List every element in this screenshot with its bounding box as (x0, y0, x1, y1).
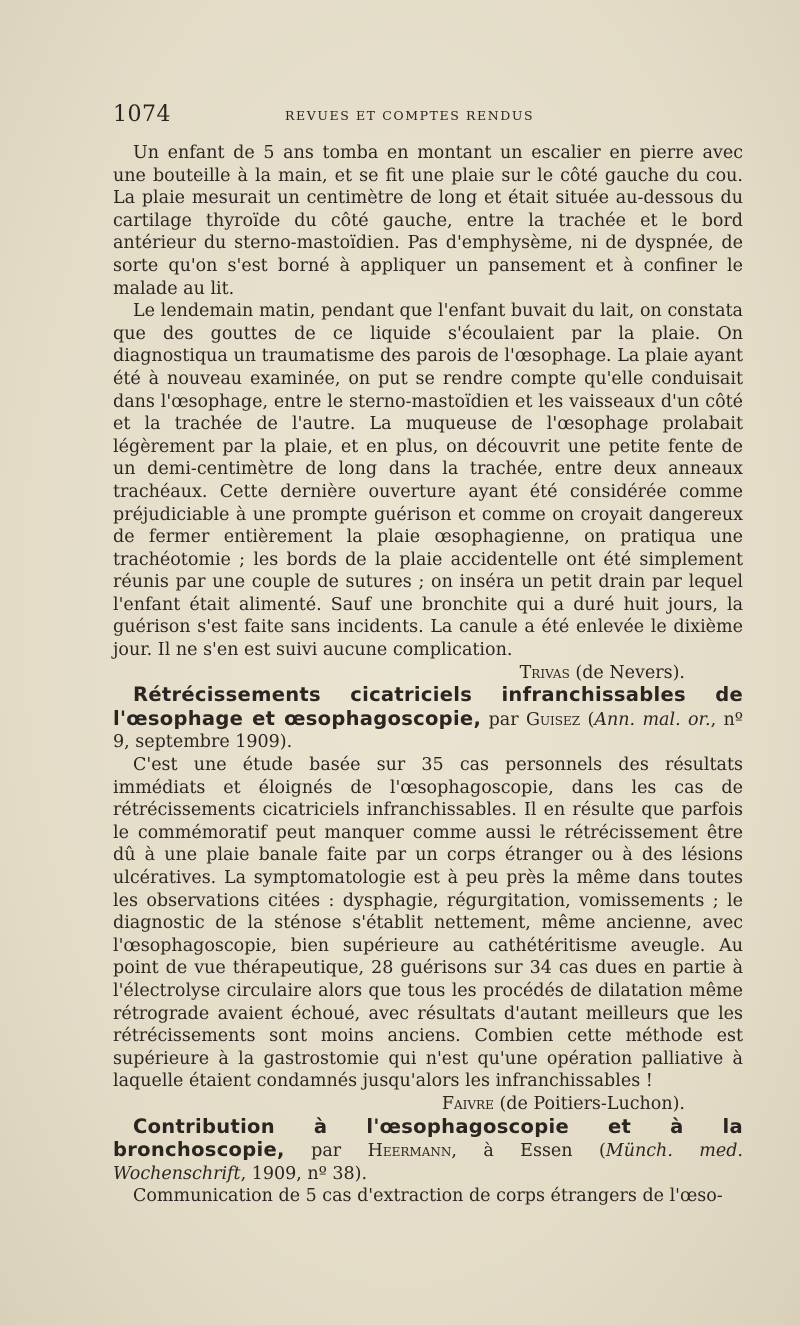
article3-first-line: Communication de 5 cas d'extraction de corps étrangers de l'œso- (133, 1186, 723, 1207)
page-body (113, 142, 743, 1208)
page-number: 1074 (113, 102, 171, 127)
article3-author: Heermann (367, 1141, 452, 1162)
article1-paragraph-2: Le lendemain matin, pendant que l'enfant buvait du lait, on constata que des gouttes de ce liquide s'écoulaient par la plaie. On diagnostiqua un traumatisme des parois de l'œsophage. La plaie ayant été à nouveau examinée, on put se rendre compte qu'elle conduisait dans l'œsophage, entre le sterno-mastoïdien et les vaisseaux d'un côté et la trachée de l'autre. La muqueuse de l'œsophage prolabait légèrement par la plaie, et en plus, on découvrit une petite fente de un demi-centimètre de long dans la trachée, entre deux anneaux trachéaux. Cette dernière ouverture ayant été considérée comme préjudiciable à une prompte guérison et comme on croyait dangereux de fermer entièrement la plaie œsophagienne, on pratiqua une trachéotomie ; les bords de la plaie accidentelle ont été simplement réunis par une couple de sutures ; on inséra un petit drain par lequel l'enfant était alimenté. Sauf une bronchite qui a duré huit jours, la guérison s'est faite sans incidents. La canule a été enlevée le dixième jour. Il ne s'en est suivi aucune complication. (113, 301, 743, 661)
article2-author: Guisez (525, 709, 581, 730)
article3-heading (113, 1116, 743, 1186)
article2-title: Rétrécissements cicatriciels infranchissables de l'œsophage et œsophagoscopie, (113, 683, 743, 730)
article3-details: , 1909, nº 38). (240, 1163, 368, 1184)
page-header (113, 100, 743, 134)
article2-details: , nº 9, septembre 1909). (113, 709, 743, 753)
article2-by: par (488, 709, 519, 730)
article1-paragraph-1: Un enfant de 5 ans tomba en montant un escalier en pierre avec une bouteille à la main, et se fit une plaie sur le côté gauche du cou. La plaie mesurait un centimètre de long et était située au-dessous du cartilage thyroïde du côté gauche, entre la trachée et le bord antérieur du sterno-mastoïdien. Pas d'emphysème, ni de dyspnée, de sorte qu'on s'est borné à appliquer un pansement et à confiner le malade au lit. (113, 143, 743, 299)
article3-place: , à Essen ( (451, 1141, 606, 1162)
article2-signature-place: (de Poitiers-Luchon). (499, 1093, 685, 1114)
article1-signature-place: (de Nevers). (575, 662, 685, 683)
article2-signature (113, 1093, 743, 1116)
article3-journal: Münch. med. Wochenschrift (113, 1141, 743, 1184)
article1-signature (113, 662, 743, 685)
running-head: REVUES ET COMPTES RENDUS (285, 108, 535, 123)
article3-by: par (311, 1141, 342, 1162)
article2-heading: Rétrécissements cicatriciels infranchissables de l'œsophage et œsophagoscopie, par Guisez (Ann. mal. or., nº 9, septembre 1909). (113, 683, 743, 753)
article2-journal: Ann. mal. or. (594, 709, 711, 730)
article1-signature-name: Trivas (519, 662, 570, 683)
article2-signature-name: Faivre (441, 1093, 494, 1114)
article2-paragraph-1: C'est une étude basée sur 35 cas personnels des résultats immédiats et éloignés de l'œsophagoscopie, dans les cas de rétrécissements cicatriciels infranchissables. Il en résulte que parfois le commémoratif peut manquer comme aussi le rétrécissement être dû à une plaie banale faite par un corps étranger ou à des lésions ulcératives. La symptomatologie est à peu près la même dans toutes les observations citées : dysphagie, régurgitation, vomissements ; le diagnostic de la sténose s'établit nettement, même ancienne, avec l'œsophagoscopie, bien supérieure au cathétéritisme aveugle. Au point de vue thérapeutique, 28 guérisons sur 34 cas dues en partie à l'électrolyse circulaire alors que tous les procédés de dilatation même rétrograde avaient échoué, avec résultats d'autant meilleurs que les rétrécissements sont moins anciens. Combien cette méthode est supérieure à la gastrostomie qui n'est qu'une opération palliative à laquelle étaient condamnés jusqu'alors les infranchissables ! (113, 755, 743, 1092)
article3-title: Contribution à l'œsophagoscopie et à la bronchoscopie, (113, 1114, 743, 1162)
